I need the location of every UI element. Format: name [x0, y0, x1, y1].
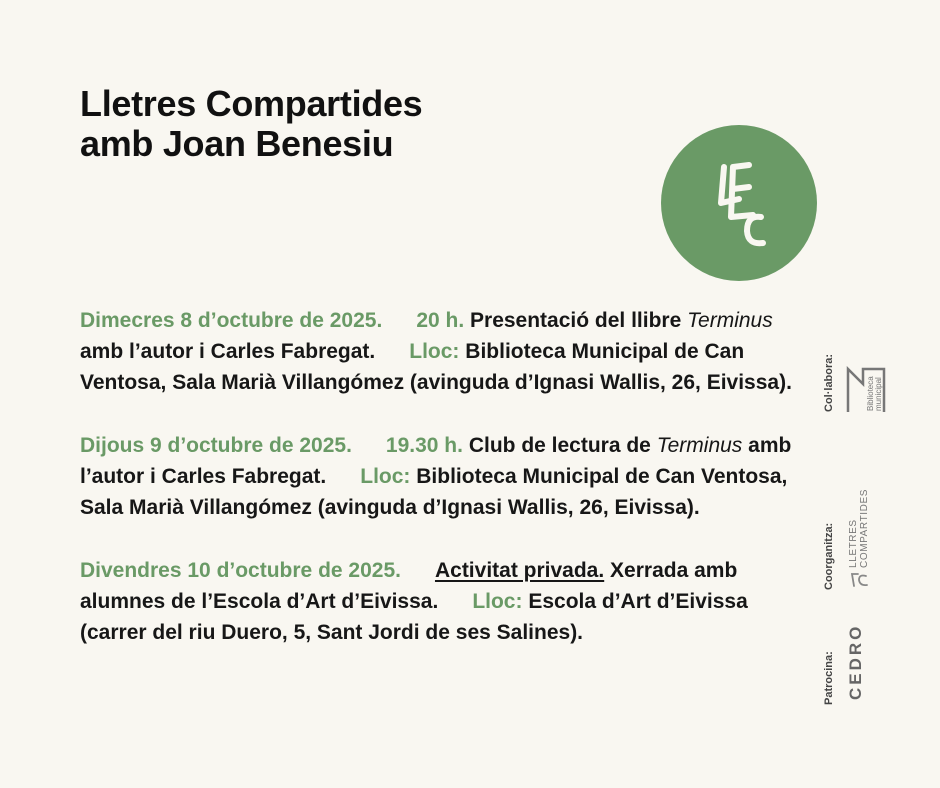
title-line-1: Lletres Compartides [80, 83, 423, 124]
event-place: Escola d’Art d’Eivissa (carrer del riu Duero, 5, Sant Jordi de ses Salines). [80, 590, 748, 644]
title-line-2: amb Joan Benesiu [80, 123, 394, 164]
event-description: Presentació del llibre [470, 309, 682, 332]
place-label: Lloc: [409, 340, 460, 363]
page-title [80, 84, 422, 164]
event-description-cont: amb l’autor i Carles Fabregat. [80, 340, 376, 363]
event-description: Club de lectura de [468, 434, 651, 457]
event-place: Biblioteca Municipal de Can Ventosa, Sala Marià Villangómez (avinguda d’Ignasi Wallis, 26, Eivissa). [80, 465, 788, 519]
collabora-name-2: municipal [874, 377, 883, 411]
collabora-label: Col·labora: [823, 353, 835, 412]
event-description-cont: amb l’autor i Carles Fabregat. [80, 434, 792, 488]
event-date: Dimecres 8 d’octubre de 2025. [80, 309, 383, 332]
coorganitza-label: Coorganitza: [823, 522, 835, 590]
collabora-name-1: Biblioteca [866, 376, 875, 411]
lc-monogram-icon [661, 125, 817, 281]
event-date: Dijous 9 d’octubre de 2025. [80, 434, 352, 457]
event-date: Divendres 10 d’octubre de 2025. [80, 559, 401, 582]
lc-monogram-logo [661, 125, 817, 281]
event-item [80, 555, 800, 648]
place-label: Lloc: [360, 465, 411, 488]
event-time: 20 h. [416, 309, 465, 332]
biblioteca-logo-icon [845, 366, 887, 414]
book-title: Terminus [656, 434, 743, 457]
event-list [80, 305, 800, 680]
book-title: Terminus [687, 309, 773, 332]
place-label: Lloc: [472, 590, 523, 613]
event-place: Biblioteca Municipal de Can Ventosa, Sala Marià Villangómez (avinguda d’Ignasi Wallis, 26, Eivissa). [80, 340, 792, 394]
event-time: 19.30 h. [385, 434, 463, 457]
cedro-logo: CEDRO [846, 623, 865, 700]
event-item [80, 430, 800, 523]
lletres-compartides-wordmark [848, 489, 870, 568]
coorganitza-name-1: LLETRES [848, 519, 859, 568]
coorganitza-name-2: COMPARTIDES [859, 488, 870, 568]
biblioteca-municipal-logo [845, 366, 887, 414]
private-activity-label: Activitat privada. [434, 559, 605, 582]
event-item [80, 305, 800, 398]
patrocina-label: Patrocina: [823, 651, 835, 705]
event-description: Xerrada amb alumnes de l’Escola d’Art d’Eivissa. [80, 559, 738, 613]
